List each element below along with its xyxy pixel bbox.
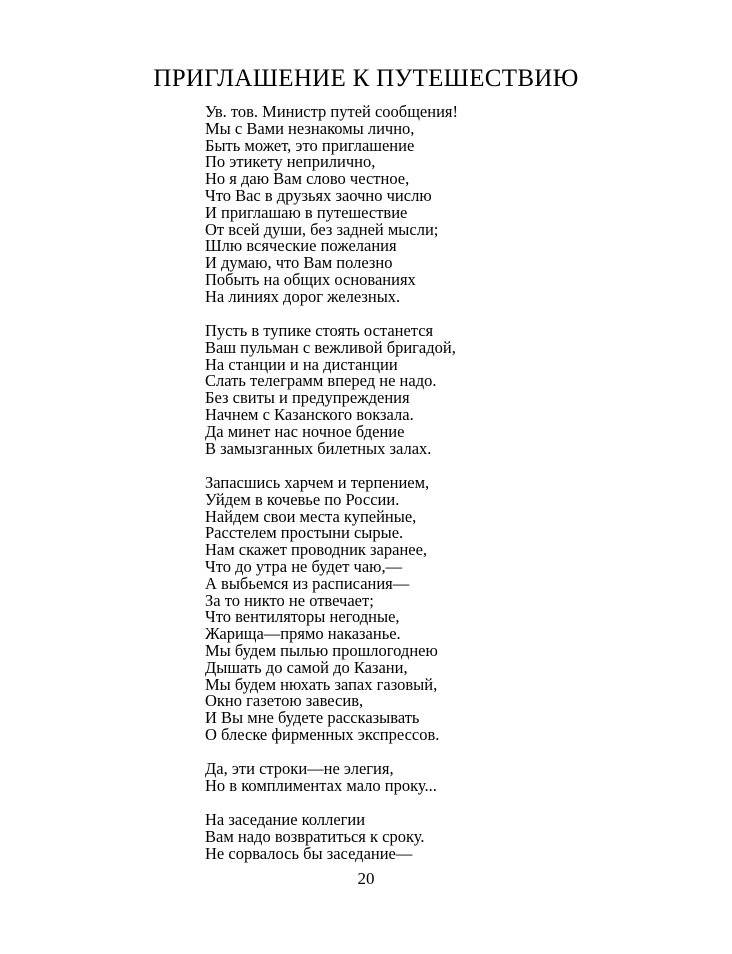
poem-line: Но в комплиментах мало проку... bbox=[205, 775, 437, 795]
poem-line: Шлю всяческие пожелания bbox=[205, 236, 397, 256]
poem-stanza bbox=[205, 104, 625, 306]
poem-stanza bbox=[205, 812, 625, 862]
poem-stanza bbox=[205, 761, 625, 795]
poem-line: От всей души, без задней мысли; bbox=[205, 219, 439, 239]
poem-line: Мы с Вами незнакомы лично, bbox=[205, 118, 415, 138]
poem-line: Расстелем простыни сырые. bbox=[205, 523, 404, 543]
poem-line: Ув. тов. Министр путей сообщения! bbox=[205, 102, 458, 121]
poem-line: Жарища—прямо наказанье. bbox=[205, 624, 401, 644]
poem-line: Ваш пульман с вежливой бригадой, bbox=[205, 337, 456, 357]
page-number: 20 bbox=[357, 869, 375, 888]
poem-line: На станции и на дистанции bbox=[205, 354, 398, 374]
poem-line: Запасшись харчем и терпением, bbox=[205, 472, 430, 492]
poem-line: Вам надо возвратиться к сроку. bbox=[205, 827, 425, 847]
poem-line: Да минет нас ночное бдение bbox=[205, 421, 405, 441]
poem-line: Слать телеграмм вперед не надо. bbox=[205, 371, 437, 391]
poem-line: Побыть на общих основаниях bbox=[205, 269, 416, 289]
poem-title: ПРИГЛАШЕНИЕ К ПУТЕШЕСТВИЮ bbox=[153, 65, 579, 92]
poem-line: Что до утра не будет чаю,— bbox=[205, 556, 403, 576]
poem-line: За то никто не отвечает; bbox=[205, 590, 374, 610]
poem-line: Да, эти строки—не элегия, bbox=[205, 759, 394, 779]
poem-line: Но я даю Вам слово честное, bbox=[205, 169, 410, 189]
poem-line: И думаю, что Вам полезно bbox=[205, 253, 393, 273]
poem-line: Уйдем в кочевье по России. bbox=[205, 489, 400, 509]
poem-line: И Вы мне будете рассказывать bbox=[205, 708, 420, 728]
poem-line: Дышать до самой до Казани, bbox=[205, 657, 408, 677]
poem-body bbox=[205, 104, 625, 880]
poem-line: Что вентиляторы негодные, bbox=[205, 607, 400, 627]
poem-line: Быть может, это приглашение bbox=[205, 135, 415, 155]
poem-line: Пусть в тупике стоять останется bbox=[205, 321, 434, 341]
poem-stanza bbox=[205, 472, 625, 744]
poem-line: На заседание коллегии bbox=[205, 810, 366, 830]
poem-line: Мы будем нюхать запах газовый, bbox=[205, 674, 438, 694]
poem-line: Начнем с Казанского вокзала. bbox=[205, 405, 414, 425]
poem-line: И приглашаю в путешествие bbox=[205, 202, 408, 222]
poem-line: Найдем свои места купейные, bbox=[205, 506, 417, 526]
poem-line: Без свиты и предупреждения bbox=[205, 388, 410, 408]
poem-line: В замызганных билетных залах. bbox=[205, 438, 432, 458]
poem-stanza bbox=[205, 323, 625, 457]
poem-line: По этикету неприлично, bbox=[205, 152, 376, 172]
poem-line: О блеске фирменных экспрессов. bbox=[205, 724, 440, 744]
poem-line: Окно газетою завесив, bbox=[205, 691, 364, 711]
poem-line: А выбьемся из расписания— bbox=[205, 573, 410, 593]
poem-line: Нам скажет проводник заранее, bbox=[205, 540, 428, 560]
poem-line: Мы будем пылью прошлогоднею bbox=[205, 640, 438, 660]
poem-line: Не сорвалось бы заседание— bbox=[205, 843, 413, 863]
poem-line: Что Вас в друзьях заочно числю bbox=[205, 185, 432, 205]
poem-line: На линиях дорог железных. bbox=[205, 286, 401, 306]
